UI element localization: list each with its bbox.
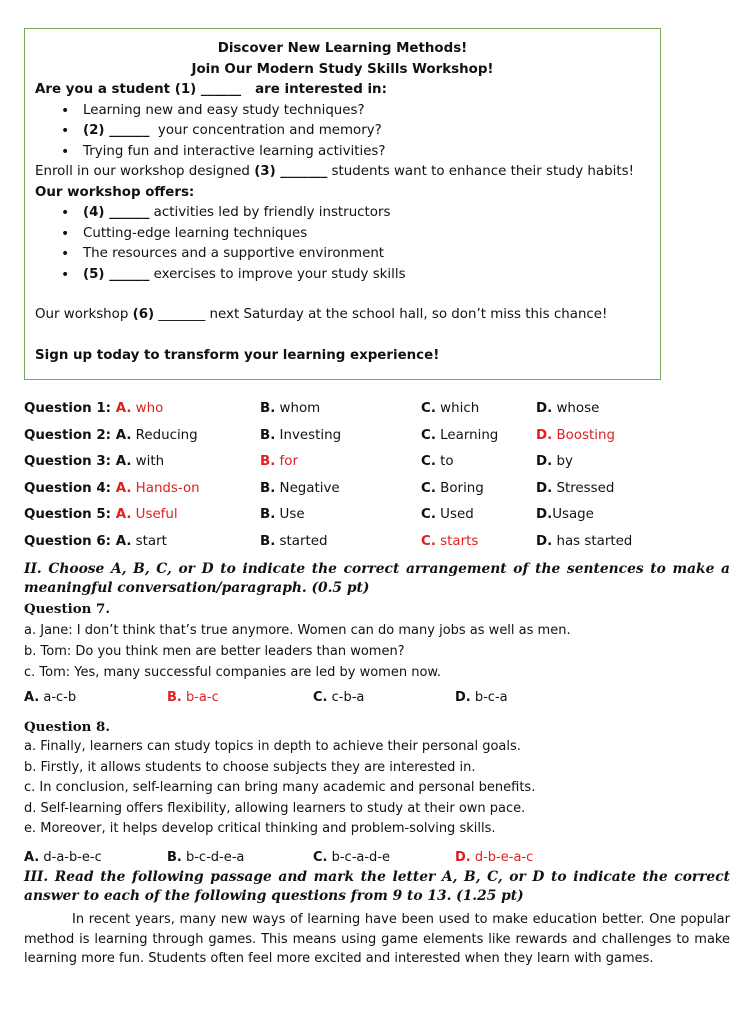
option-letter: B. bbox=[167, 850, 182, 865]
answer-option bbox=[24, 425, 198, 447]
bullet-item-3: • Trying fun and interactive learning activities? bbox=[35, 142, 650, 163]
option-letter: A. bbox=[24, 690, 40, 705]
option-text: start bbox=[131, 534, 167, 549]
option-letter: B. bbox=[260, 534, 276, 549]
option-letter: A. bbox=[115, 401, 132, 416]
option-text: Stressed bbox=[552, 480, 615, 496]
option-letter: A. bbox=[115, 534, 132, 549]
offer-1-text: activities led by friendly instructors bbox=[149, 205, 391, 220]
option-text: Reducing bbox=[131, 427, 198, 443]
option-text: Usage bbox=[552, 507, 594, 523]
section-3-title: III. Read the following passage and mark the letter A, B, C, or D to indicate the correct answer to each of the following questions from 9 to 13. (1.25 pt) bbox=[24, 869, 730, 904]
arrangement-sentence: b. Tom: Do you think men are better leaders than women? bbox=[24, 644, 405, 659]
schedule-prefix: Our workshop bbox=[35, 307, 133, 322]
blank-2: (2) ______ bbox=[83, 123, 150, 138]
option-text: b-c-a bbox=[470, 690, 508, 705]
arrangement-option bbox=[24, 690, 76, 705]
option-text: b-a-c bbox=[181, 690, 219, 705]
option-text: Boosting bbox=[552, 427, 615, 443]
option-text: by bbox=[552, 454, 573, 470]
notice-question-line bbox=[35, 80, 650, 101]
option-letter: A. bbox=[115, 454, 132, 470]
option-letter: C. bbox=[421, 480, 436, 496]
answer-option bbox=[421, 504, 474, 526]
option-letter: C. bbox=[313, 690, 328, 705]
answer-option bbox=[536, 478, 614, 500]
workshop-notice-box bbox=[24, 28, 661, 380]
answer-option bbox=[536, 398, 599, 420]
option-letter: C. bbox=[421, 507, 436, 523]
q1-suffix: are interested in: bbox=[241, 82, 387, 97]
answer-option bbox=[24, 478, 200, 500]
option-text: started bbox=[275, 534, 328, 549]
option-letter: B. bbox=[260, 454, 276, 470]
enroll-suffix: students want to enhance their study habits! bbox=[327, 164, 634, 179]
option-text: whom bbox=[275, 401, 321, 416]
option-letter: B. bbox=[260, 480, 276, 496]
answer-option bbox=[421, 425, 498, 447]
arrangement-option bbox=[455, 690, 508, 705]
option-text: which bbox=[435, 401, 480, 416]
option-letter: A. bbox=[115, 507, 132, 523]
option-text: Investing bbox=[275, 427, 342, 443]
option-text: has started bbox=[552, 534, 633, 549]
option-text: to bbox=[435, 454, 454, 470]
option-letter: D. bbox=[455, 850, 471, 865]
blank-1: (1) ______ bbox=[174, 82, 242, 97]
arrangement-sentence: d. Self-learning offers flexibility, allowing learners to study at their own pace. bbox=[24, 800, 526, 816]
question-label: Question 1: bbox=[24, 401, 116, 416]
option-letter: D. bbox=[536, 454, 553, 470]
answer-option bbox=[24, 531, 167, 553]
question-label: Question 3: bbox=[24, 454, 116, 470]
arrangement-option bbox=[167, 850, 244, 865]
notice-title-2: Join Our Modern Study Skills Workshop! bbox=[191, 61, 494, 77]
answer-option bbox=[260, 398, 320, 420]
offer-item-3: • The resources and a supportive environment bbox=[35, 244, 650, 265]
option-letter: D. bbox=[536, 427, 553, 443]
answer-row bbox=[24, 531, 734, 553]
schedule-suffix: _______ next Saturday at the school hall, so don’t miss this chance! bbox=[154, 307, 608, 322]
offer-4-text: exercises to improve your study skills bbox=[149, 266, 406, 282]
option-text: Learning bbox=[435, 427, 499, 443]
option-letter: B. bbox=[167, 690, 182, 705]
question-7-label: Question 7. bbox=[24, 601, 111, 617]
question-8-label: Question 8. bbox=[24, 719, 111, 735]
answer-row bbox=[24, 478, 734, 500]
answer-option bbox=[260, 425, 341, 447]
answer-option bbox=[536, 425, 615, 447]
answer-option bbox=[421, 478, 484, 500]
arrangement-sentence: b. Firstly, it allows students to choose subjects they are interested in. bbox=[24, 759, 476, 775]
passage-text: In recent years, many new ways of learning have been used to make education better. One popular method is learning through games. This means using game elements like rewards and challenges to make learning more fun. Students often feel more excited and interested when they learn with games. bbox=[24, 912, 730, 966]
option-letter: D. bbox=[455, 690, 471, 705]
option-letter: C. bbox=[421, 454, 436, 470]
blank-5: (5) ______ bbox=[83, 266, 150, 282]
option-letter: C. bbox=[421, 534, 436, 549]
answer-row bbox=[24, 398, 734, 420]
arrangement-option bbox=[24, 850, 102, 865]
enroll-prefix: Enroll in our workshop designed bbox=[35, 164, 255, 179]
schedule-line bbox=[35, 305, 650, 326]
option-letter: C. bbox=[421, 401, 436, 416]
answer-row bbox=[24, 425, 734, 447]
offer-item-1 bbox=[35, 203, 650, 224]
option-letter: C. bbox=[313, 850, 328, 865]
answer-option bbox=[536, 504, 594, 526]
option-text: who bbox=[131, 401, 164, 416]
option-text: Used bbox=[435, 507, 474, 523]
option-letter: B. bbox=[260, 507, 276, 523]
question-label: Question 5: bbox=[24, 507, 116, 523]
answer-option bbox=[24, 398, 163, 420]
section-2-title: II. Choose A, B, C, or D to indicate the correct arrangement of the sentences to make a meaningful conversation/paragraph. (0.5 pt) bbox=[24, 561, 730, 596]
blank-6: (6) bbox=[132, 307, 155, 322]
q1-prefix: Are you a student bbox=[35, 82, 175, 97]
option-text: d-a-b-e-c bbox=[39, 850, 102, 865]
question-label: Question 4: bbox=[24, 480, 116, 496]
answer-option bbox=[260, 504, 305, 526]
option-letter: A. bbox=[115, 480, 132, 496]
answer-option bbox=[536, 531, 632, 553]
arrangement-sentence: c. In conclusion, self-learning can bring many academic and personal benefits. bbox=[24, 780, 536, 795]
arrangement-sentence: e. Moreover, it helps develop critical thinking and problem-solving skills. bbox=[24, 821, 496, 836]
answer-option bbox=[421, 398, 479, 420]
option-letter: B. bbox=[260, 427, 276, 443]
option-text: b-c-d-e-a bbox=[181, 850, 245, 865]
arrangement-option bbox=[455, 850, 533, 865]
arrangement-option bbox=[313, 850, 390, 865]
enroll-line bbox=[35, 162, 650, 183]
option-text: whose bbox=[552, 401, 600, 416]
offers-heading: Our workshop offers: bbox=[35, 184, 195, 200]
option-text: starts bbox=[435, 534, 479, 549]
arrangement-sentence: c. Tom: Yes, many successful companies are led by women now. bbox=[24, 665, 441, 680]
bullet-2-text: your concentration and memory? bbox=[149, 123, 382, 138]
answer-option bbox=[260, 478, 340, 500]
answer-option bbox=[260, 531, 327, 553]
option-letter: D. bbox=[536, 534, 553, 549]
answer-row bbox=[24, 451, 734, 473]
option-letter: A. bbox=[115, 427, 132, 443]
offer-item-2: • Cutting-edge learning techniques bbox=[35, 224, 650, 245]
offer-item-4 bbox=[35, 265, 650, 286]
arrangement-sentence: a. Jane: I don’t think that’s true anymore. Women can do many jobs as well as men. bbox=[24, 623, 571, 638]
option-text: Hands-on bbox=[131, 480, 200, 496]
option-text: d-b-e-a-c bbox=[470, 850, 534, 865]
answer-option bbox=[536, 451, 573, 473]
question-label: Question 6: bbox=[24, 534, 116, 549]
notice-title-1: Discover New Learning Methods! bbox=[217, 41, 468, 56]
blank-3: (3) _______ bbox=[254, 164, 328, 179]
option-text: b-c-a-d-e bbox=[327, 850, 390, 865]
option-letter: D. bbox=[536, 480, 553, 496]
option-letter: A. bbox=[24, 850, 40, 865]
signup-line: Sign up today to transform your learning experience! bbox=[35, 347, 440, 363]
answer-option bbox=[24, 451, 164, 473]
arrangement-sentence: a. Finally, learners can study topics in depth to achieve their personal goals. bbox=[24, 739, 521, 754]
answer-row bbox=[24, 504, 734, 526]
arrangement-option bbox=[167, 690, 219, 705]
reading-passage bbox=[24, 910, 730, 969]
option-letter: C. bbox=[421, 427, 436, 443]
option-text: Use bbox=[275, 507, 305, 523]
option-text: Boring bbox=[435, 480, 484, 496]
option-letter: B. bbox=[260, 401, 276, 416]
option-text: Useful bbox=[131, 507, 178, 523]
answer-option bbox=[260, 451, 298, 473]
arrangement-option bbox=[313, 690, 364, 705]
option-letter: D. bbox=[536, 401, 553, 416]
option-letter: D. bbox=[536, 507, 553, 523]
blank-4: (4) ______ bbox=[83, 205, 150, 220]
question-label: Question 2: bbox=[24, 427, 116, 443]
option-text: for bbox=[275, 454, 298, 470]
answer-option bbox=[421, 451, 454, 473]
bullet-item-2 bbox=[35, 121, 650, 142]
bullet-item-1: • Learning new and easy study techniques? bbox=[35, 101, 650, 122]
answer-option bbox=[24, 504, 178, 526]
option-text: Negative bbox=[275, 480, 340, 496]
option-text: a-c-b bbox=[39, 690, 77, 705]
option-text: with bbox=[131, 454, 165, 470]
option-text: c-b-a bbox=[327, 690, 365, 705]
answer-option bbox=[421, 531, 478, 553]
